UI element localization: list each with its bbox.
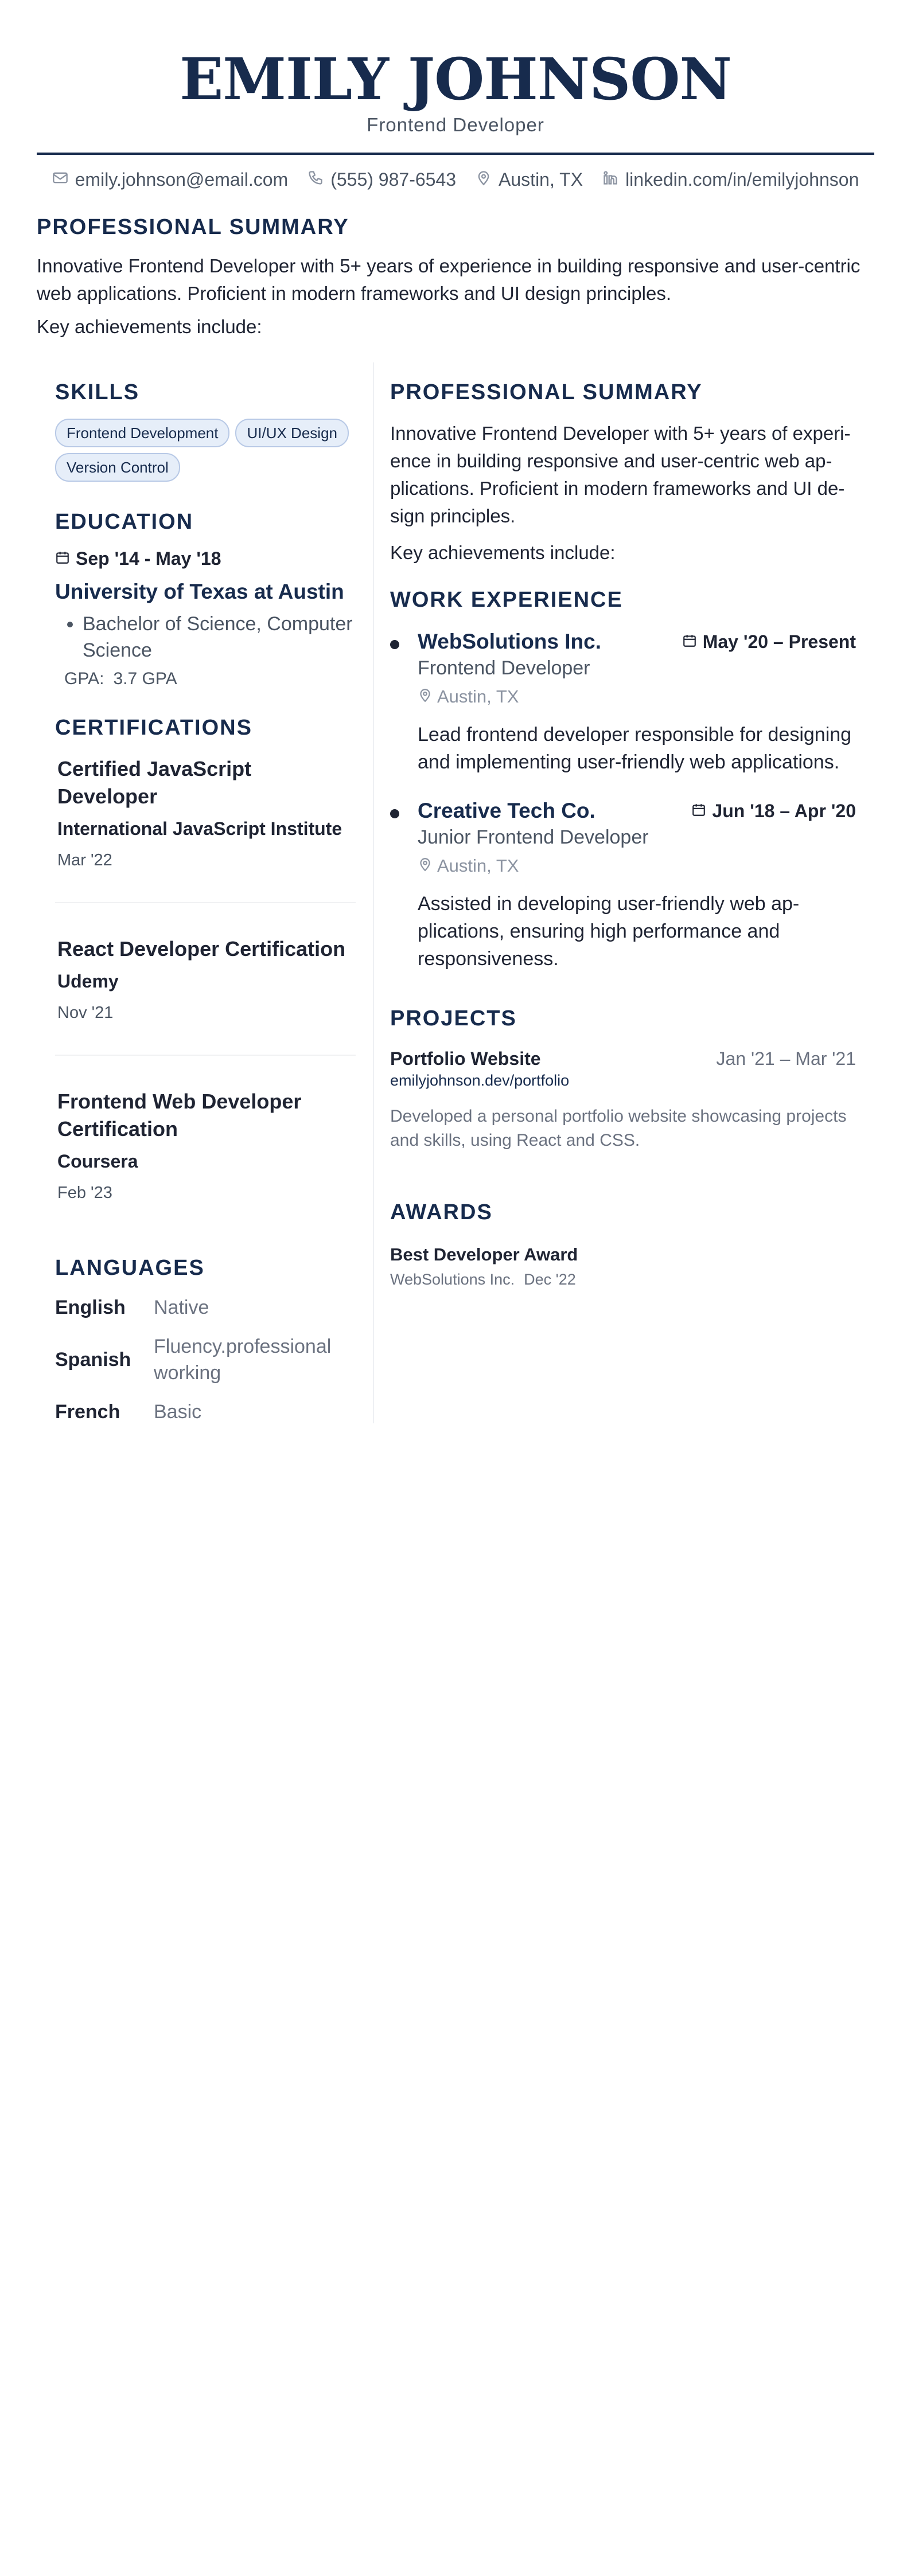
job-date: [691, 801, 856, 822]
languages-title: LANGUAGES: [55, 1256, 205, 1280]
contact-location: [476, 169, 583, 190]
project-link[interactable]: emilyjohnson.dev/portfolio: [390, 1072, 570, 1089]
location-pin-icon: [418, 856, 433, 876]
skills-list: [55, 419, 356, 482]
contact-email-text: emily.johnson@email.com: [75, 169, 289, 190]
contact-bar: [0, 165, 911, 194]
left-column: [55, 378, 356, 1425]
education-degree-list: [55, 611, 356, 663]
education-title: EDUCATION: [55, 510, 194, 534]
timeline-dot: [390, 809, 399, 818]
job-description: Assisted in developing user-friendly web applications, ensuring high performance and responsiveness.: [418, 893, 800, 970]
education-date: [55, 548, 356, 569]
location-pin-icon: [418, 686, 433, 707]
job-company: Creative Tech Co.: [418, 799, 595, 822]
gpa-value: 3.7 GPA: [113, 669, 177, 688]
project-description: Developed a personal portfolio website showcasing projects and skills, using React and CSS.: [390, 1107, 847, 1150]
experience-section: [390, 586, 856, 973]
language-row: [55, 1399, 356, 1425]
job-description: Lead frontend developer responsible for designing and implementing user-friendly web applications.: [418, 724, 852, 773]
certification-date: Mar '22: [57, 851, 112, 869]
award-date: Dec '22: [524, 1271, 576, 1288]
skill-chip: Version Control: [55, 453, 180, 482]
top-achievements-label: Key achievements include:: [37, 316, 262, 337]
contact-phone[interactable]: [307, 169, 456, 190]
candidate-role: Frontend Developer: [367, 114, 544, 135]
awards-section: [390, 1199, 856, 1289]
job-title: Junior Frontend Developer: [418, 826, 649, 848]
language-row: [55, 1333, 356, 1386]
calendar-icon: [682, 631, 697, 653]
certification-org: International JavaScript Institute: [57, 818, 342, 839]
job-company: WebSolutions Inc.: [418, 630, 601, 653]
education-degree: • Bachelor of Science, Computer Science: [83, 611, 356, 663]
certification-item: [55, 755, 356, 870]
job-location-text: Austin, TX: [437, 856, 519, 876]
certifications-title: CERTIFICATIONS: [55, 716, 252, 740]
certification-name: React Developer Certification: [57, 937, 346, 961]
certification-name: Frontend Web Developer Certification: [57, 1090, 302, 1141]
job-date: [682, 631, 856, 653]
awards-title: AWARDS: [390, 1200, 493, 1224]
certification-divider: [55, 1055, 356, 1056]
candidate-name: EMILY JOHNSON: [180, 45, 731, 113]
job-location-text: Austin, TX: [437, 686, 519, 707]
right-summary-title: PROFESSIONAL SUMMARY: [390, 380, 703, 404]
contact-location-text: Austin, TX: [499, 169, 583, 190]
job-title: Frontend Developer: [418, 657, 590, 679]
experience-title: WORK EXPERIENCE: [390, 588, 623, 612]
language-name: English: [55, 1296, 126, 1318]
projects-title: PROJECTS: [390, 1006, 517, 1031]
language-level: Basic: [154, 1401, 202, 1423]
certification-item: [55, 1088, 356, 1203]
certification-name: Certified JavaScript Developer: [57, 757, 252, 808]
education-section: [55, 508, 356, 689]
job-date-text: Jun '18 – Apr '20: [712, 800, 856, 821]
calendar-icon: [55, 548, 70, 569]
skill-chip: Frontend Development: [55, 419, 229, 447]
project-date: Jan '21 – Mar '21: [716, 1048, 856, 1069]
skills-section: [55, 378, 356, 482]
certification-org: Coursera: [57, 1151, 138, 1172]
header-divider: [37, 153, 874, 155]
projects-section: [390, 1005, 856, 1153]
phone-icon: [307, 169, 324, 190]
certifications-section: [55, 714, 356, 1203]
education-school: University of Texas at Austin: [55, 580, 344, 603]
job-location: [418, 856, 856, 876]
certification-date: Nov '21: [57, 1004, 114, 1022]
skills-title: SKILLS: [55, 380, 140, 404]
contact-linkedin-text: linkedin.com/in/emilyjohnson: [625, 169, 859, 190]
award-name: Best Developer Award: [390, 1244, 578, 1264]
language-row: [55, 1294, 356, 1321]
certification-divider: [55, 902, 356, 903]
right-achievements-label: Key achievements include:: [390, 542, 616, 563]
language-name: French: [55, 1400, 120, 1423]
timeline-dot: [390, 640, 399, 649]
language-level: Fluency.professional working: [154, 1336, 332, 1384]
right-summary-text: Innovative Frontend Developer with 5+ years of experience in building responsive and user-centric web applications. Proficient in modern frameworks and UI design principles.: [390, 423, 851, 526]
contact-email[interactable]: [52, 169, 289, 190]
education-date-text: Sep '14 - May '18: [76, 548, 221, 569]
column-divider: [373, 362, 374, 1423]
certification-date: Feb '23: [57, 1184, 112, 1202]
job-item: [390, 799, 856, 973]
contact-linkedin[interactable]: [602, 169, 859, 190]
project-name: Portfolio Website: [390, 1048, 541, 1069]
gpa-label: GPA:: [64, 669, 104, 688]
job-date-text: May '20 – Present: [702, 631, 856, 652]
skill-chip: UI/UX Design: [235, 419, 349, 447]
certification-org: Udemy: [57, 971, 119, 992]
contact-phone-text: (555) 987-6543: [330, 169, 457, 190]
location-pin-icon: [476, 169, 492, 190]
linkedin-icon: [602, 169, 618, 190]
calendar-icon: [691, 801, 706, 822]
top-summary-title: PROFESSIONAL SUMMARY: [37, 215, 349, 239]
award-org: WebSolutions Inc.: [390, 1271, 515, 1288]
language-level: Native: [154, 1297, 209, 1318]
right-column: [390, 378, 856, 1289]
top-summary-text: Innovative Frontend Developer with 5+ years of experience in building responsive and user-centric web applications. Proficient in modern frameworks and UI design principles.: [37, 255, 861, 304]
education-gpa: [55, 669, 356, 689]
award-meta: [390, 1271, 856, 1289]
right-summary-section: [390, 378, 856, 567]
certification-item: [55, 935, 356, 1022]
languages-section: [55, 1254, 356, 1425]
language-name: Spanish: [55, 1348, 131, 1371]
job-location: [418, 686, 856, 707]
mail-icon: [52, 169, 68, 190]
job-item: [390, 630, 856, 776]
